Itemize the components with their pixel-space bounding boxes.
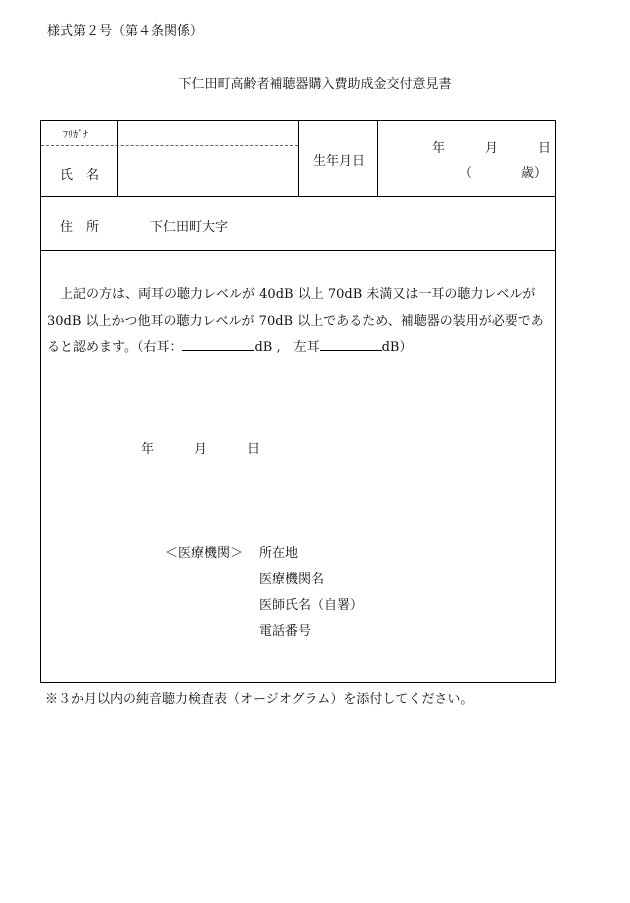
birth-year-label: 年 bbox=[432, 141, 446, 156]
address-top-line bbox=[41, 196, 555, 197]
address-bottom-line bbox=[41, 250, 555, 251]
statement-line-2: 30dB 以上かつ他耳の聴力レベルが 70dB 以上であるため、補聴器の装用が必要であ bbox=[47, 313, 544, 329]
address-value: 下仁田町大字 bbox=[150, 220, 229, 235]
birthdate-label: 生年月日 bbox=[313, 154, 366, 169]
right-ear-blank[interactable] bbox=[182, 338, 254, 351]
form-number: 様式第２号（第４条関係） bbox=[47, 24, 204, 39]
phone-number-label: 電話番号 bbox=[259, 624, 312, 639]
right-ear-unit: dB , 左耳 bbox=[254, 340, 320, 355]
age-open-paren: （ bbox=[459, 166, 473, 181]
statement-line-3 bbox=[47, 335, 557, 362]
left-ear-blank[interactable] bbox=[320, 338, 382, 351]
statement-line-1 bbox=[47, 282, 557, 309]
birth-day-label: 日 bbox=[538, 141, 552, 156]
furigana-divider bbox=[41, 145, 298, 146]
doctor-name-label: 医師氏名（自署） bbox=[259, 598, 364, 613]
institution-name-label: 医療機関名 bbox=[259, 572, 325, 587]
name-label: 氏 名 bbox=[60, 168, 100, 183]
birthdate-right-line bbox=[377, 121, 378, 196]
statement-text bbox=[47, 282, 557, 362]
age-unit-label: 歳） bbox=[521, 166, 548, 181]
statement-line-3-prefix: ると認めます。（右耳： bbox=[47, 340, 183, 355]
address-label: 住 所 bbox=[60, 220, 100, 235]
institution-heading: ＜医療機関＞ bbox=[165, 546, 244, 561]
issue-day-label: 日 bbox=[247, 442, 261, 457]
furigana-label: ﾌﾘｶﾞﾅ bbox=[63, 130, 88, 141]
document-title: 下仁田町高齢者補聴器購入費助成金交付意見書 bbox=[178, 77, 452, 92]
birth-month-label: 月 bbox=[485, 141, 499, 156]
label-column-line bbox=[117, 121, 118, 196]
footnote: ※３か月以内の純音聴力検査表（オージオグラム）を添付してください。 bbox=[45, 692, 474, 707]
issue-month-label: 月 bbox=[194, 442, 208, 457]
name-right-line bbox=[298, 121, 299, 196]
statement-line-1-text: 上記の方は、両耳の聴力レベルが 40dB 以上 70dB 未満又は一耳の聴力レベルが bbox=[60, 287, 536, 302]
institution-address-label: 所在地 bbox=[259, 546, 299, 561]
issue-year-label: 年 bbox=[141, 442, 155, 457]
left-ear-unit: dB） bbox=[381, 340, 413, 355]
